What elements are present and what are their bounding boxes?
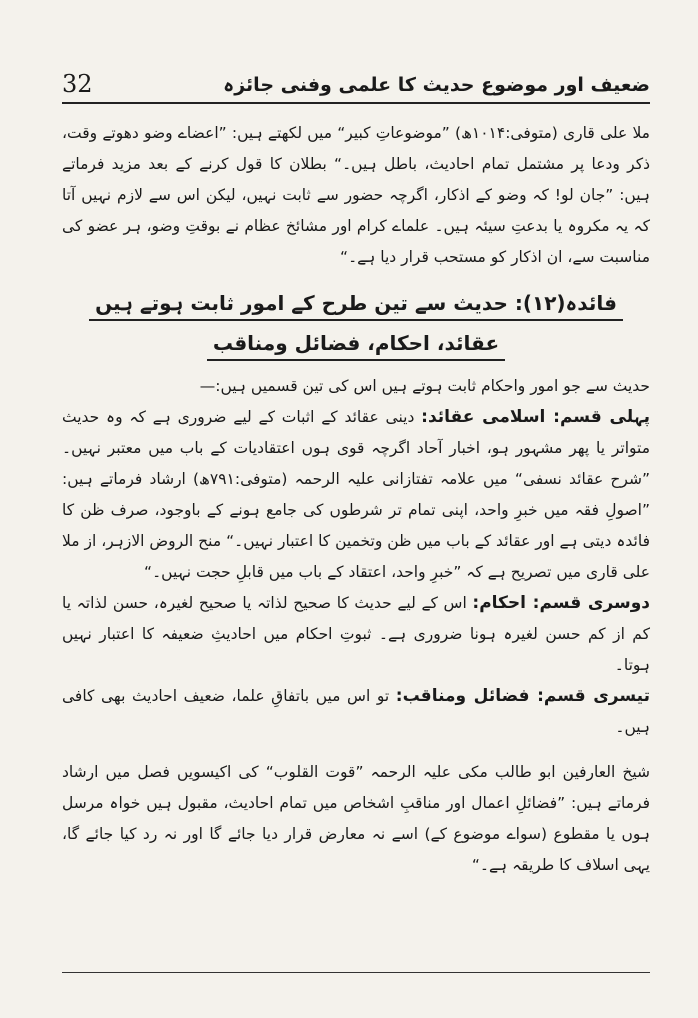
second-type-label: دوسری قسم: احکام:: [472, 593, 650, 613]
third-type-paragraph: [62, 681, 650, 743]
second-type-text: اس کے لیے حدیث کا صحیح لذاتہ یا صحیح لغیرہ، حسن لذاتہ یا کم از کم حسن لغیرہ ہونا ضروری ہے۔ ثبوتِ احکام میں احادیثِ ضعیفہ کا اعتبار نہیں ہوتا۔: [62, 594, 650, 674]
page-header: [62, 58, 650, 104]
second-type-paragraph: [62, 588, 650, 681]
third-type-label: تیسری قسم: فضائل ومناقب:: [395, 686, 650, 706]
paragraph-mulla-ali-qari: ملا علی قاری (متوفی:۱۰۱۴ھ) ”موضوعاتِ کبیر“ میں لکھتے ہیں: ”اعضاے وضو دھوتے وقت، ذکر ودعا پر مشتمل تمام احادیث، باطل ہیں۔“ بطلان کا قول کرنے کے بعد مزید فرماتے ہیں: ”جان لو! کہ وضو کے اذکار، اگرچہ حضور سے ثابت نہیں، لیکن اس سے لازم نہیں آتا کہ یہ مکروہ یا بدعتِ سیئہ ہیں۔ علماے کرام اور مشائخ عظام نے بوقتِ وضو، ہر عضو کی مناسبت سے، ان اذکار کو مستحب قرار دیا ہے۔“: [62, 124, 650, 266]
first-type-paragraph: [62, 402, 650, 588]
intro-paragraph: حدیث سے جو امور واحکام ثابت ہوتے ہیں اس کی تین قسمیں ہیں:—: [199, 377, 650, 395]
page-number: 32: [62, 70, 93, 98]
section-heading: فائدہ(۱۲): حدیث سے تین طرح کے امور ثابت ہوتے ہیں: [89, 291, 623, 321]
first-type-text: دینی عقائد کے اثبات کے لیے ضروری ہے کہ وہ حدیث متواتر یا پھر مشہور ہو، اخبار آحاد اگرچہ قوی ہوں اعتقادیات کے باب میں معتبر نہیں۔ ”شرح عقائد نسفی“ میں علامہ تفتازانی علیہ الرحمہ (متوفی:۷۹۱ھ) ارشاد فرماتے ہیں: ”اصولِ فقہ میں خبرِ واحد، اپنی تمام تر شرطوں کی جامع ہونے کے باوجود، صرف ظن کا فائدہ دیتی ہے اور عقائد کے باب میں ظن وتخمین کا اعتبار نہیں۔“ منح الروض الازہر، از ملا علی قاری میں تصریح ہے کہ ”خبرِ واحد، اعتقاد کے باب میں قابلِ حجت نہیں۔“: [62, 408, 651, 581]
section-subheading: عقائد، احکام، فضائل ومناقب: [207, 331, 505, 361]
section-heading-block: [62, 291, 650, 361]
third-type-text: تو اس میں باتفاقِ علما، ضعیف احادیث بھی کافی ہیں۔: [62, 687, 650, 736]
paragraph-qut-al-qulub: شیخ العارفین ابو طالب مکی علیہ الرحمہ ”قوت القلوب“ کی اکیسویں فصل میں ارشاد فرماتے ہیں: ”فضائلِ اعمال اور مناقبِ اشخاص میں تمام احادیث، مقبول ہیں خواہ مرسل ہوں یا مقطوع (سواے موضوع کے) اسے نہ معارض قرار دیا جائے گا اور نہ رد کیا جائے گا، یہی اسلاف کا طریقہ ہے۔“: [62, 763, 650, 874]
page-body: [62, 118, 650, 881]
bottom-rule: [62, 972, 650, 973]
running-title: ضعیف اور موضوع حدیث کا علمی وفنی جائزہ: [223, 74, 650, 96]
first-type-label: پہلی قسم: اسلامی عقائد:: [421, 407, 650, 427]
